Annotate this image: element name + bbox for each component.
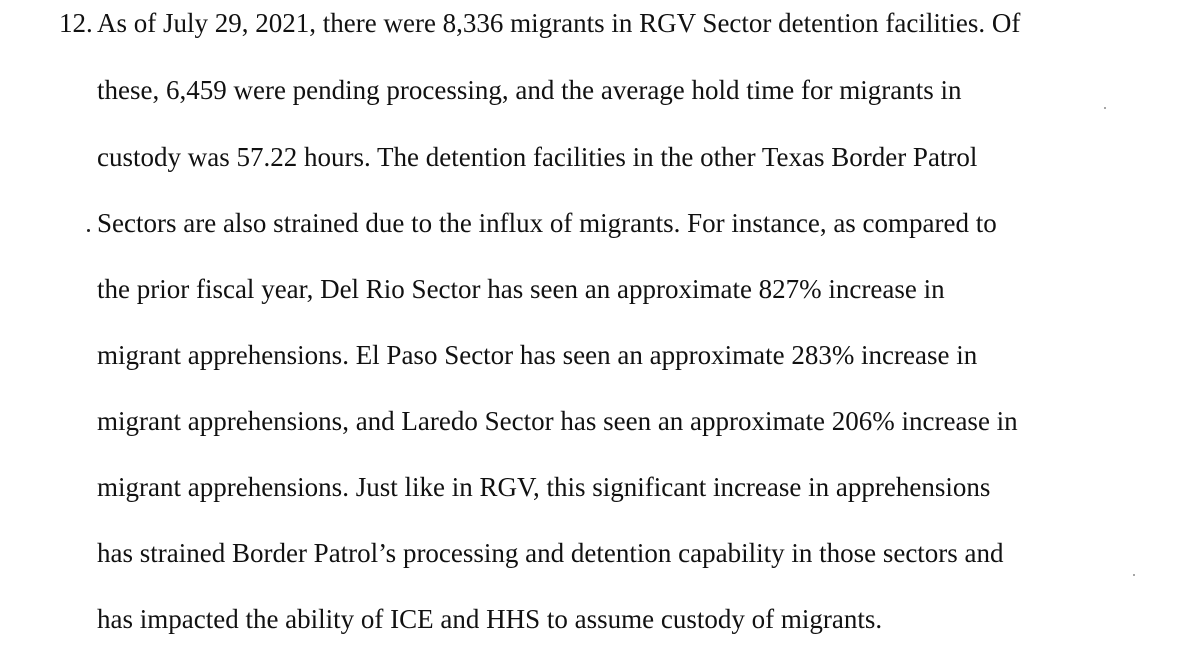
paragraph-line-7: migrant apprehensions, and Laredo Sector has seen an approximate 206% increase in <box>97 406 1018 436</box>
paragraph-line-3: custody was 57.22 hours. The detention facilities in the other Texas Border Patrol <box>97 142 978 172</box>
paragraph-line-5: the prior fiscal year, Del Rio Sector has seen an approximate 827% increase in <box>97 274 945 304</box>
scan-artifact-dot <box>1104 107 1106 109</box>
paragraph-line-4: Sectors are also strained due to the influx of migrants. For instance, as compared to <box>97 208 997 238</box>
paragraph-line-6: migrant apprehensions. El Paso Sector has seen an approximate 283% increase in <box>97 340 978 370</box>
scan-artifact-dot <box>1133 574 1135 576</box>
paragraph-line-1: As of July 29, 2021, there were 8,336 migrants in RGV Sector detention facilities. Of <box>97 8 1021 38</box>
paragraph-number: 12. <box>59 8 93 38</box>
scan-artifact-dot <box>87 229 90 232</box>
paragraph-line-8: migrant apprehensions. Just like in RGV, this significant increase in apprehensions <box>97 472 991 502</box>
paragraph-line-2: these, 6,459 were pending processing, and the average hold time for migrants in <box>97 75 962 105</box>
paragraph-line-9: has strained Border Patrol’s processing and detention capability in those sectors and <box>97 538 1004 568</box>
paragraph-line-10: has impacted the ability of ICE and HHS to assume custody of migrants. <box>97 604 883 634</box>
